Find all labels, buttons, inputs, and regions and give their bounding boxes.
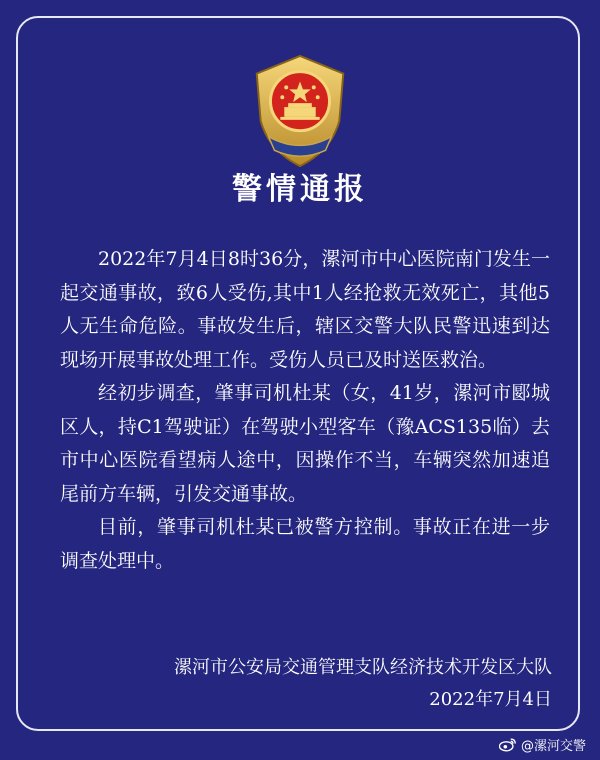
police-emblem-icon — [241, 52, 359, 170]
notice-body — [60, 243, 550, 578]
issuer-name: 漯河市公安局交通管理支队经济技术开发区大队 — [174, 657, 552, 678]
weibo-icon — [499, 737, 517, 752]
watermark-text: @漯河交警 — [520, 739, 586, 754]
notice-paragraph: 经初步调查，肇事司机杜某（女，41岁，漯河市郾城区人，持C1驾驶证）在驾驶小型客车（豫ACS135临）去市中心医院看望病人途中，因操作不当，车辆突然加速追尾前方车辆，引发交通事故。 — [60, 382, 550, 505]
notice-signature — [174, 652, 552, 716]
notice-title: 警情通报 — [232, 172, 368, 207]
notice-paragraph: 2022年7月4日8时36分，漯河市中心医院南门发生一起交通事故，致6人受伤,其中1人经抢救无效死亡，其他5人无生命危险。事故发生后，辖区交警大队民警迅速到达现场开展事故处理工作。受伤人员已及时送医救治。 — [60, 248, 550, 371]
issue-date: 2022年7月4日 — [429, 689, 552, 710]
notice-paragraph: 目前，肇事司机杜某已被警方控制。事故正在进一步调查处理中。 — [60, 516, 550, 572]
weibo-watermark — [499, 735, 586, 754]
